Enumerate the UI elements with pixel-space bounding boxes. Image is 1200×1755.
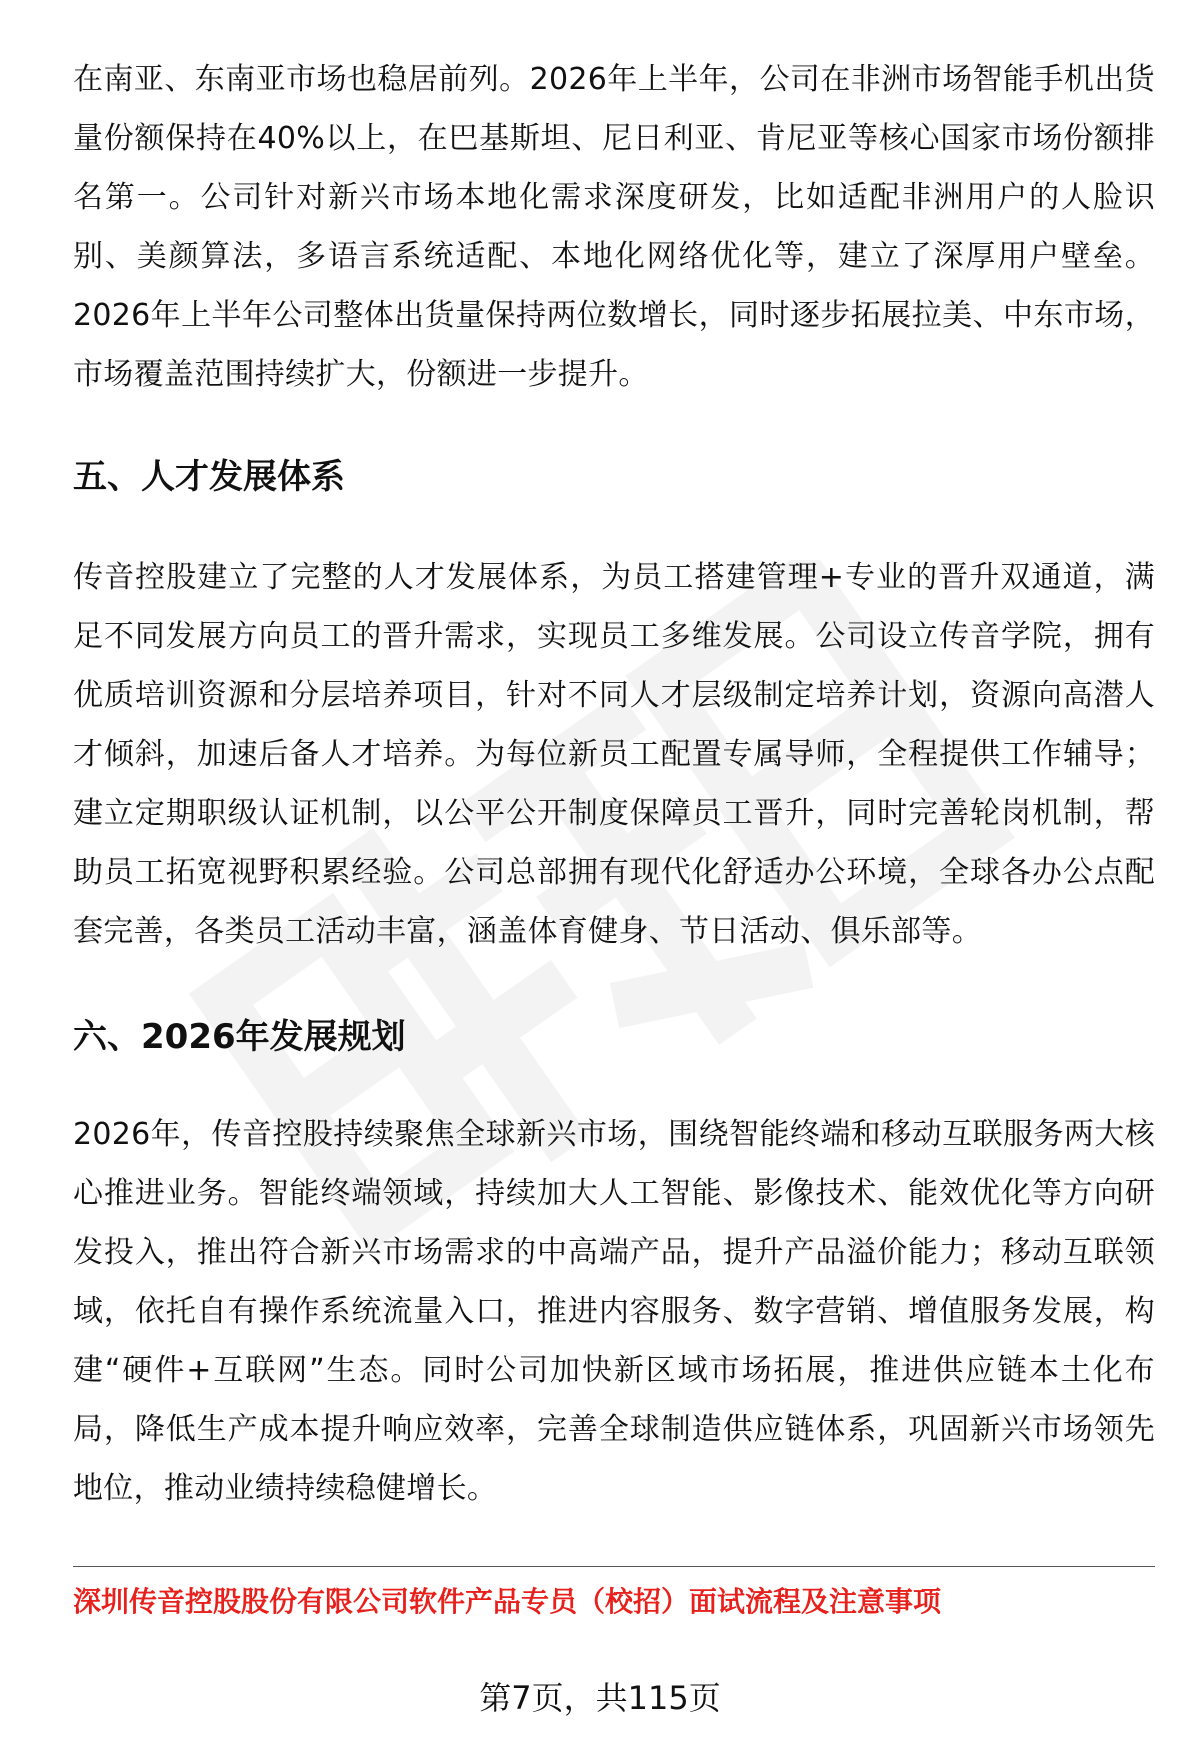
page-number: 第7页，共115页 (479, 1679, 721, 1717)
footer-divider (73, 1566, 1155, 1567)
section-6-paragraph: 2026年，传音控股持续聚焦全球新兴市场，围绕智能终端和移动互联服务两大核心推进业务。智能终端领域，持续加大人工智能、影像技术、能效优化等方向研发投入，推出符合新兴市场需求的中高端产品，提升产品溢价能力；移动互联领域，依托自有操作系统流量入口，推进内容服务、数字营销、增值服务发展，构建“硬件+互联网”生态。同时公司加快新区域市场拓展，推进供应链本土化布局，降低生产成本提升响应效率，完善全球制造供应链体系，巩固新兴市场领先地位，推动业绩持续稳健增长。 (73, 1117, 1155, 1506)
intro-paragraph: 在南亚、东南亚市场也稳居前列。2026年上半年，公司在非洲市场智能手机出货量份额保持在40%以上，在巴基斯坦、尼日利亚、肯尼亚等核心国家市场份额排名第一。公司针对新兴市场本地化需求深度研发，比如适配非洲用户的人脸识别、美颜算法，多语言系统适配、本地化网络优化等，建立了深厚用户壁垒。2026年上半年公司整体出货量保持两位数增长，同时逐步拓展拉美、中东市场，市场覆盖范围持续扩大，份额进一步提升。 (73, 62, 1155, 392)
document-page (73, 0, 1155, 1755)
section-5-paragraph: 传音控股建立了完整的人才发展体系，为员工搭建管理+专业的晋升双通道，满足不同发展方向员工的晋升需求，实现员工多维发展。公司设立传音学院，拥有优质培训资源和分层培养项目，针对不同人才层级制定培养计划，资源向高潜人才倾斜，加速后备人才培养。为每位新员工配置专属导师，全程提供工作辅导；建立定期职级认证机制，以公平公开制度保障员工晋升，同时完善轮岗机制，帮助员工拓宽视野积累经验。公司总部拥有现代化舒适办公环境，全球各办公点配套完善，各类员工活动丰富，涵盖体育健身、节日活动、俱乐部等。 (73, 560, 1155, 949)
footer-document-title: 深圳传音控股股份有限公司软件产品专员（校招）面试流程及注意事项 (73, 1585, 942, 1618)
section-5-heading: 五、人才发展体系 (73, 457, 345, 497)
section-6-heading: 六、2026年发展规划 (73, 1017, 406, 1057)
